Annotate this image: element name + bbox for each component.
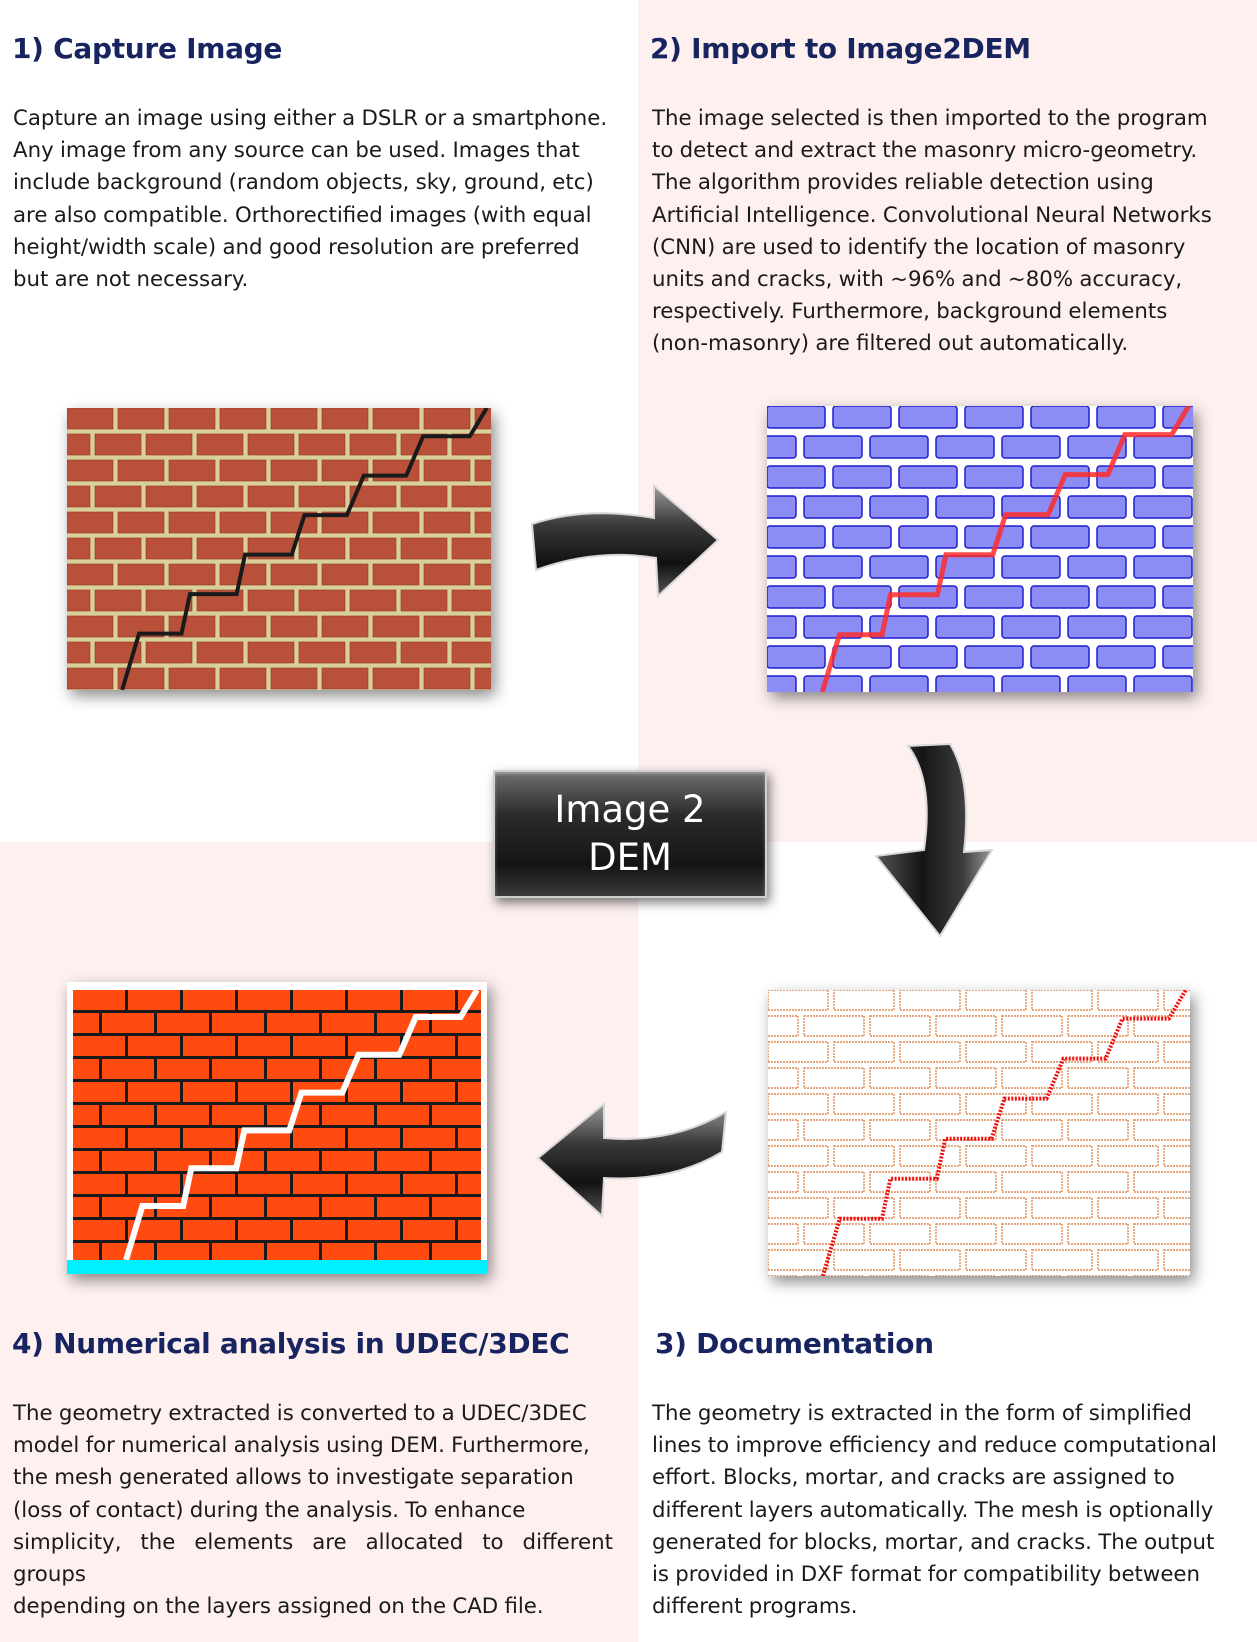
step1-line: are also compatible. Orthorectified images (with equal bbox=[13, 202, 592, 228]
detected-brick bbox=[1031, 526, 1089, 548]
model-block bbox=[128, 1174, 180, 1194]
arrow-right-icon bbox=[526, 478, 726, 598]
detected-brick bbox=[1002, 436, 1060, 458]
detected-brick bbox=[833, 406, 891, 428]
brick bbox=[299, 538, 345, 559]
detected-brick bbox=[767, 526, 825, 548]
model-block bbox=[128, 1128, 180, 1148]
brick bbox=[401, 486, 447, 507]
step4-line: depending on the layers assigned on the CAD file. bbox=[13, 1594, 544, 1620]
brick bbox=[401, 538, 447, 559]
model-block bbox=[267, 1059, 319, 1079]
brick bbox=[350, 642, 396, 663]
brick bbox=[95, 590, 141, 611]
brick bbox=[146, 538, 192, 559]
brick bbox=[401, 642, 447, 663]
center-box-line2: DEM bbox=[588, 836, 672, 879]
brick bbox=[322, 668, 368, 689]
brick bbox=[424, 616, 470, 637]
brick bbox=[67, 642, 90, 663]
brick bbox=[475, 460, 491, 481]
brick bbox=[322, 564, 368, 585]
model-block bbox=[432, 1059, 484, 1079]
step3-line: effort. Blocks, mortar, and cracks are assigned to bbox=[652, 1465, 1175, 1491]
detected-brick bbox=[767, 586, 825, 608]
detected-brick bbox=[936, 496, 994, 518]
detected-brick bbox=[1002, 676, 1060, 692]
brick bbox=[67, 590, 90, 611]
detected-brick bbox=[965, 406, 1023, 428]
model-block bbox=[403, 1128, 455, 1148]
model-block bbox=[157, 1013, 209, 1033]
model-block bbox=[102, 1151, 154, 1171]
detected-brick bbox=[1163, 466, 1193, 488]
arrow-down-icon bbox=[868, 740, 998, 940]
brick bbox=[220, 460, 266, 481]
model-block bbox=[267, 1013, 319, 1033]
detected-brick bbox=[1068, 496, 1126, 518]
brick bbox=[146, 434, 192, 455]
brick bbox=[169, 564, 215, 585]
model-block bbox=[377, 1151, 429, 1171]
detected-brick bbox=[1031, 406, 1089, 428]
brick bbox=[197, 486, 243, 507]
model-block bbox=[293, 1220, 345, 1240]
brick bbox=[299, 590, 345, 611]
brick bbox=[452, 538, 491, 559]
detected-brick bbox=[767, 556, 796, 578]
brick bbox=[197, 434, 243, 455]
detected-brick bbox=[899, 526, 957, 548]
model-block bbox=[322, 1151, 374, 1171]
brick bbox=[169, 460, 215, 481]
center-box-line1: Image 2 bbox=[554, 788, 706, 831]
step2-description bbox=[652, 103, 1230, 361]
model-block bbox=[128, 1082, 180, 1102]
model-block bbox=[183, 1036, 235, 1056]
brick bbox=[271, 668, 317, 689]
detected-brick bbox=[965, 466, 1023, 488]
brick bbox=[271, 460, 317, 481]
detected-brick bbox=[965, 586, 1023, 608]
arrow-left bbox=[532, 1098, 732, 1218]
step3-line: The geometry is extracted in the form of simplified bbox=[652, 1401, 1192, 1426]
detected-brick bbox=[899, 406, 957, 428]
step4-heading: 4) Numerical analysis in UDEC/3DEC bbox=[12, 1327, 570, 1360]
brick bbox=[299, 642, 345, 663]
brick bbox=[350, 434, 396, 455]
step4-line: simplicity, the elements are allocated to different groups bbox=[13, 1529, 613, 1588]
model-block bbox=[293, 1174, 345, 1194]
model-block bbox=[348, 990, 400, 1010]
detected-brick bbox=[1031, 646, 1089, 668]
brick bbox=[373, 512, 419, 533]
step4-line: the mesh generated allows to investigate separation bbox=[13, 1465, 574, 1491]
model-block bbox=[293, 990, 345, 1010]
step3-line: different layers automatically. The mesh is optionally bbox=[652, 1497, 1214, 1523]
cad-documentation-drawing bbox=[768, 990, 1190, 1276]
detected-brick bbox=[767, 466, 825, 488]
model-block bbox=[348, 1220, 400, 1240]
detected-brick bbox=[899, 646, 957, 668]
brick bbox=[67, 408, 113, 429]
step3-line: different programs. bbox=[652, 1594, 858, 1620]
detected-brick bbox=[1097, 526, 1155, 548]
detected-brick bbox=[870, 436, 928, 458]
brick bbox=[169, 408, 215, 429]
detected-brick bbox=[833, 586, 891, 608]
model-block bbox=[212, 1059, 264, 1079]
detected-brick bbox=[1068, 676, 1126, 692]
model-block bbox=[322, 1197, 374, 1217]
model-block bbox=[432, 1105, 484, 1125]
detected-brick bbox=[804, 556, 862, 578]
brick bbox=[197, 642, 243, 663]
detected-brick bbox=[767, 676, 796, 692]
detected-brick bbox=[1031, 586, 1089, 608]
brick bbox=[373, 616, 419, 637]
step1-line: but are not necessary. bbox=[13, 267, 249, 293]
detected-brick bbox=[899, 466, 957, 488]
brick bbox=[118, 512, 164, 533]
detected-brick bbox=[1163, 586, 1193, 608]
model-block bbox=[348, 1082, 400, 1102]
step2-heading: 2) Import to Image2DEM bbox=[650, 32, 1031, 65]
model-block bbox=[377, 1059, 429, 1079]
model-block bbox=[377, 1197, 429, 1217]
model-block bbox=[432, 1151, 484, 1171]
step2-line: The image selected is then imported to the program bbox=[652, 106, 1208, 131]
arrow-down bbox=[868, 740, 998, 940]
model-block bbox=[73, 1128, 125, 1148]
brick bbox=[424, 460, 470, 481]
model-block bbox=[403, 1082, 455, 1102]
model-block bbox=[293, 1036, 345, 1056]
step3-line: generated for blocks, mortar, and cracks. The output bbox=[652, 1529, 1215, 1555]
detected-brick bbox=[767, 436, 796, 458]
brick bbox=[146, 486, 192, 507]
model-block bbox=[403, 1174, 455, 1194]
step4-line: model for numerical analysis using DEM. Furthermore, bbox=[13, 1433, 590, 1459]
brick bbox=[322, 616, 368, 637]
brick bbox=[271, 408, 317, 429]
brick bbox=[67, 616, 113, 637]
udec-model-drawing bbox=[67, 982, 487, 1274]
detected-brick bbox=[1163, 526, 1193, 548]
model-block bbox=[348, 1128, 400, 1148]
model-block bbox=[102, 1105, 154, 1125]
model-block bbox=[128, 1036, 180, 1056]
brick bbox=[299, 486, 345, 507]
model-block bbox=[128, 990, 180, 1010]
detected-brick bbox=[1068, 556, 1126, 578]
brick bbox=[373, 564, 419, 585]
brick bbox=[95, 434, 141, 455]
model-block bbox=[403, 1036, 455, 1056]
model-block bbox=[73, 990, 125, 1010]
model-block bbox=[238, 1082, 290, 1102]
step2-line: (non-masonry) are filtered out automatically. bbox=[652, 331, 1129, 357]
brick bbox=[95, 486, 141, 507]
detected-brick bbox=[1097, 646, 1155, 668]
image2dem-center-box bbox=[493, 770, 767, 898]
brick bbox=[67, 434, 90, 455]
brick bbox=[67, 564, 113, 585]
model-block bbox=[183, 990, 235, 1010]
brick bbox=[248, 642, 294, 663]
model-block bbox=[73, 1220, 125, 1240]
brick bbox=[67, 460, 113, 481]
detected-brick bbox=[767, 616, 796, 638]
detected-brick bbox=[870, 556, 928, 578]
step1-description bbox=[13, 103, 613, 296]
brick bbox=[424, 668, 470, 689]
brick bbox=[475, 668, 491, 689]
model-block bbox=[73, 1082, 125, 1102]
detected-brick bbox=[767, 646, 825, 668]
brick bbox=[373, 668, 419, 689]
detected-brick bbox=[833, 466, 891, 488]
model-block bbox=[212, 1013, 264, 1033]
brick bbox=[271, 564, 317, 585]
model-block bbox=[212, 1197, 264, 1217]
model-block bbox=[183, 1128, 235, 1148]
background bbox=[768, 990, 1190, 1276]
detected-brick bbox=[936, 676, 994, 692]
cad-documentation-image bbox=[768, 990, 1190, 1276]
detected-brick bbox=[767, 496, 796, 518]
detected-brick bbox=[1068, 616, 1126, 638]
step1-line: Capture an image using either a DSLR or a smartphone. bbox=[13, 106, 608, 131]
brick bbox=[424, 512, 470, 533]
detected-brick bbox=[965, 646, 1023, 668]
detected-brick bbox=[833, 646, 891, 668]
detected-brick bbox=[936, 616, 994, 638]
udec-model-image bbox=[67, 982, 487, 1274]
detected-brick bbox=[1134, 676, 1192, 692]
brick bbox=[424, 408, 470, 429]
brick bbox=[373, 408, 419, 429]
brick bbox=[95, 538, 141, 559]
detected-masonry-drawing bbox=[767, 406, 1193, 692]
step3-line: lines to improve efficiency and reduce computational bbox=[652, 1433, 1217, 1459]
step3-heading: 3) Documentation bbox=[655, 1327, 934, 1360]
brick bbox=[452, 642, 491, 663]
detected-brick bbox=[767, 406, 825, 428]
brick bbox=[350, 538, 396, 559]
detected-brick bbox=[804, 676, 862, 692]
detected-brick bbox=[870, 496, 928, 518]
detected-brick bbox=[936, 436, 994, 458]
step4-description bbox=[13, 1398, 613, 1623]
model-block bbox=[183, 1082, 235, 1102]
brick bbox=[146, 642, 192, 663]
brick bbox=[220, 668, 266, 689]
model-block bbox=[102, 1059, 154, 1079]
model-block bbox=[238, 1220, 290, 1240]
brick bbox=[220, 408, 266, 429]
step2-line: respectively. Furthermore, background elements bbox=[652, 299, 1168, 325]
brick bbox=[350, 590, 396, 611]
detected-brick bbox=[1097, 586, 1155, 608]
brick bbox=[452, 590, 491, 611]
step2-line: to detect and extract the masonry micro-geometry. bbox=[652, 138, 1198, 164]
model-block bbox=[238, 1036, 290, 1056]
detected-brick bbox=[1134, 556, 1192, 578]
step2-line: The algorithm provides reliable detection using bbox=[652, 170, 1154, 196]
arrow-right bbox=[526, 478, 726, 598]
model-block bbox=[403, 990, 455, 1010]
brick bbox=[248, 590, 294, 611]
brick bbox=[169, 512, 215, 533]
model-block bbox=[238, 990, 290, 1010]
model-block bbox=[212, 1105, 264, 1125]
brick bbox=[197, 538, 243, 559]
detected-brick bbox=[1097, 406, 1155, 428]
brick bbox=[452, 486, 491, 507]
model-block bbox=[403, 1220, 455, 1240]
model-block bbox=[73, 1036, 125, 1056]
brick-wall-photo bbox=[67, 408, 491, 690]
brick bbox=[248, 486, 294, 507]
brick bbox=[299, 434, 345, 455]
model-block bbox=[157, 1105, 209, 1125]
detected-brick bbox=[804, 496, 862, 518]
brick bbox=[67, 668, 113, 689]
step2-line: Artificial Intelligence. Convolutional Neural Networks bbox=[652, 202, 1212, 228]
step3-line: is provided in DXF format for compatibility between bbox=[652, 1562, 1201, 1588]
brick bbox=[67, 512, 113, 533]
detected-brick bbox=[1134, 436, 1192, 458]
model-block bbox=[267, 1197, 319, 1217]
brick bbox=[220, 616, 266, 637]
brick bbox=[475, 616, 491, 637]
brick bbox=[248, 434, 294, 455]
brick bbox=[475, 564, 491, 585]
brick bbox=[220, 512, 266, 533]
brick bbox=[322, 408, 368, 429]
model-block bbox=[102, 1013, 154, 1033]
step1-line: include background (random objects, sky, ground, etc) bbox=[13, 170, 594, 196]
detected-brick bbox=[1002, 556, 1060, 578]
detected-brick bbox=[1163, 646, 1193, 668]
model-block bbox=[432, 1197, 484, 1217]
brick bbox=[401, 590, 447, 611]
brick bbox=[118, 408, 164, 429]
model-block bbox=[183, 1220, 235, 1240]
step4-line: (loss of contact) during the analysis. To enhance bbox=[13, 1497, 526, 1523]
detected-brick bbox=[804, 436, 862, 458]
step1-line: Any image from any source can be used. Images that bbox=[13, 138, 580, 164]
model-block bbox=[322, 1105, 374, 1125]
step4-line: The geometry extracted is converted to a UDEC/3DEC bbox=[13, 1401, 587, 1426]
brick bbox=[271, 616, 317, 637]
step3-description bbox=[652, 1398, 1230, 1623]
model-block bbox=[267, 1151, 319, 1171]
detected-brick bbox=[1134, 496, 1192, 518]
detected-brick bbox=[1134, 616, 1192, 638]
brick bbox=[475, 512, 491, 533]
brick bbox=[118, 460, 164, 481]
detected-masonry-image bbox=[767, 406, 1193, 692]
model-block bbox=[377, 1105, 429, 1125]
detected-brick bbox=[870, 676, 928, 692]
step2-line: (CNN) are used to identify the location of masonry bbox=[652, 234, 1186, 260]
model-block bbox=[157, 1059, 209, 1079]
step1-line: height/width scale) and good resolution are preferred bbox=[13, 234, 580, 260]
model-block bbox=[322, 1013, 374, 1033]
arrow-left-icon bbox=[532, 1098, 732, 1218]
brick bbox=[67, 486, 90, 507]
brick bbox=[424, 564, 470, 585]
step1-heading: 1) Capture Image bbox=[12, 32, 283, 65]
detected-brick bbox=[1002, 616, 1060, 638]
brick bbox=[118, 564, 164, 585]
step2-line: units and cracks, with ~96% and ~80% accuracy, bbox=[652, 267, 1183, 293]
detected-brick bbox=[833, 526, 891, 548]
model-block bbox=[73, 1174, 125, 1194]
model-block bbox=[293, 1128, 345, 1148]
brick-wall-photo-drawing bbox=[67, 408, 491, 690]
model-block bbox=[348, 1174, 400, 1194]
model-block bbox=[238, 1174, 290, 1194]
brick bbox=[67, 538, 90, 559]
model-base bbox=[67, 1260, 487, 1274]
brick bbox=[169, 668, 215, 689]
